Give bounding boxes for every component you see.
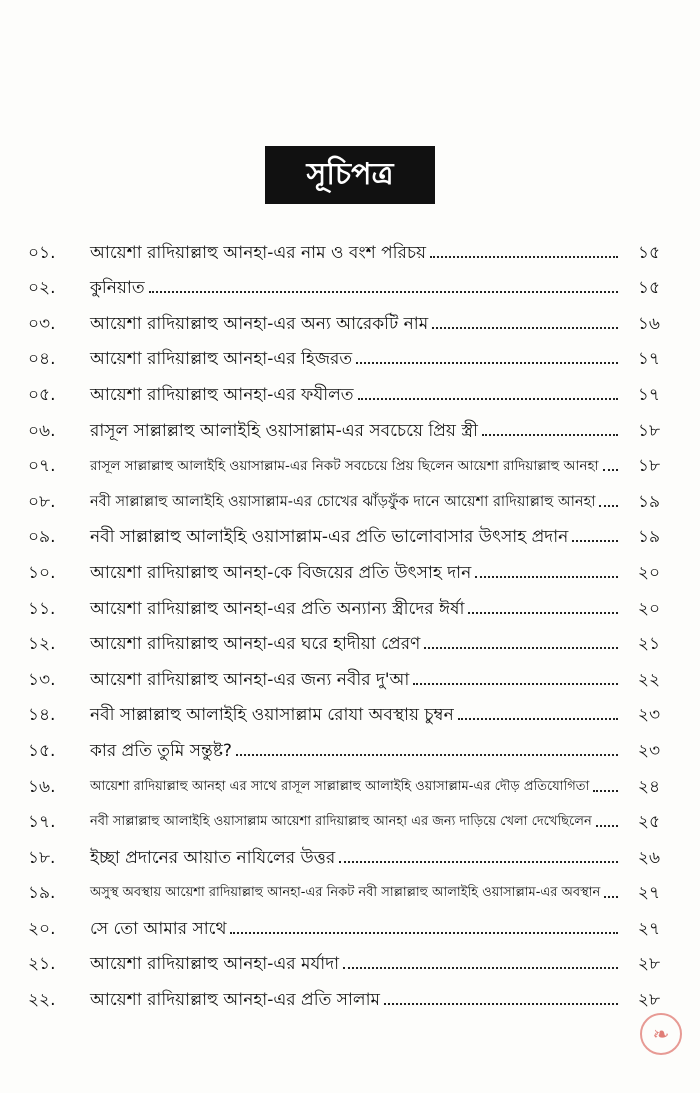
entry-number: ২২. [28, 990, 56, 1011]
toc-entry [28, 264, 660, 300]
entry-page-number: ১৫ [637, 242, 660, 263]
entry-title: কার প্রতি তুমি সন্তুষ্ট? [90, 740, 232, 761]
entry-page-number: ১৯ [637, 527, 660, 548]
entry-page-number: ২৮ [637, 990, 660, 1011]
entry-title: আয়েশা রাদিয়াল্লাহু আনহা-এর ফযীলত [90, 384, 354, 405]
toc-entry [28, 869, 660, 905]
entry-page-number: ২৪ [637, 776, 660, 797]
entry-number: ০৬. [28, 420, 56, 441]
entry-page-number: ১৭ [637, 384, 660, 405]
dot-leader [572, 540, 618, 542]
toc-entry [28, 762, 660, 798]
dot-leader [475, 576, 618, 578]
entry-page-number: ১৮ [637, 420, 660, 441]
entry-title: রাসূল সাল্লাল্লাহু আলাইহি ওয়াসাল্লাম-এর নিকট সবচেয়ে প্রিয় ছিলেন আয়েশা রাদিয়াল্লাহু আনহা [90, 458, 599, 475]
toc-entry [28, 975, 660, 1011]
entry-title: ইচ্ছা প্রদানের আয়াত নাযিলের উত্তর [90, 847, 336, 868]
entry-title: নবী সাল্লাল্লাহু আলাইহি ওয়াসাল্লাম-এর চোখের ঝাঁড়ফুঁক দানে আয়েশা রাদিয়াল্লাহু আনহা [90, 493, 596, 510]
entry-title: আয়েশা রাদিয়াল্লাহু আনহা-এর ঘরে হাদীয়া প্রেরণ [90, 634, 421, 655]
toc-entry [28, 335, 660, 371]
entry-page-number: ১৮ [637, 456, 660, 477]
entry-number: ২১. [28, 954, 56, 975]
entry-number: ০১. [28, 242, 56, 263]
entry-number: ১৮. [28, 847, 56, 868]
entry-number: ০৭. [28, 456, 56, 477]
entry-number: ১৭. [28, 812, 56, 833]
entry-number: ০২. [28, 278, 56, 299]
toc-entry [28, 442, 660, 478]
entry-page-number: ২৩ [637, 740, 660, 761]
dot-leader [424, 647, 618, 649]
entry-number: ১৪. [28, 705, 56, 726]
dot-leader [468, 612, 618, 614]
dot-leader [458, 718, 618, 720]
dot-leader [604, 896, 618, 898]
entry-title: আয়েশা রাদিয়াল্লাহু আনহা-এর প্রতি সালাম [90, 990, 380, 1011]
entry-page-number: ২০ [637, 598, 660, 619]
toc-entry [28, 620, 660, 656]
toc-entry [28, 833, 660, 869]
toc-entry [28, 691, 660, 727]
publisher-seal-icon: ❧ [640, 1013, 682, 1055]
entry-title: সে তো আমার সাথে [90, 918, 227, 939]
toc-entry [28, 726, 660, 762]
entry-number: ২০. [28, 918, 56, 939]
entry-number: ০৪. [28, 349, 56, 370]
dot-leader [596, 825, 618, 827]
dot-leader [236, 754, 618, 756]
entry-number: ১৯. [28, 883, 56, 904]
entry-page-number: ১৬ [637, 313, 660, 334]
entry-page-number: ২১ [637, 634, 660, 655]
entry-number: ০৮. [28, 491, 56, 512]
dot-leader [356, 362, 618, 364]
entry-title: আয়েশা রাদিয়াল্লাহু আনহা-এর নাম ও বংশ পরিচয় [90, 242, 427, 263]
entry-page-number: ২০ [637, 562, 660, 583]
entry-page-number: ১৫ [637, 278, 660, 299]
toc-title: সূচিপত্র [267, 148, 433, 202]
entry-page-number: ১৯ [637, 491, 660, 512]
entry-title: আয়েশা রাদিয়াল্লাহু আনহা-এর হিজরত [90, 349, 353, 370]
table-of-contents [28, 228, 660, 1011]
toc-entry [28, 477, 660, 513]
entry-title: রাসূল সাল্লাল্লাহু আলাইহি ওয়াসাল্লাম-এর সবচেয়ে প্রিয় স্ত্রী [90, 420, 478, 441]
entry-number: ১২. [28, 634, 56, 655]
toc-entry [28, 370, 660, 406]
entry-page-number: ২২ [637, 669, 660, 690]
entry-title: আয়েশা রাদিয়াল্লাহু আনহা-এর অন্য আরেকটি নাম [90, 313, 429, 334]
entry-number: ০৯. [28, 527, 56, 548]
entry-title: আয়েশা রাদিয়াল্লাহু আনহা-এর জন্য নবীর দু'আ [90, 669, 410, 690]
entry-number: ০৫. [28, 384, 56, 405]
toc-entry [28, 904, 660, 940]
entry-number: ১১. [28, 598, 56, 619]
dot-leader [230, 932, 618, 934]
dot-leader [603, 469, 619, 471]
entry-title: আয়েশা রাদিয়াল্লাহু আনহা এর সাথে রাসূল সাল্লাল্লাহু আলাইহি ওয়াসাল্লাম-এর দৌড় প্রতিযোগিতা [90, 778, 590, 794]
toc-entry [28, 513, 660, 549]
entry-title: আয়েশা রাদিয়াল্লাহু আনহা-এর প্রতি অন্যান্য স্ত্রীদের ঈর্ষা [90, 598, 465, 619]
entry-title: নবী সাল্লাল্লাহু আলাইহি ওয়াসাল্লাম রোযা অবস্থায় চুম্বন [90, 705, 454, 726]
entry-number: ০৩. [28, 313, 56, 334]
entry-title: অসুস্থ অবস্থায় আয়েশা রাদিয়াল্লাহু আনহা-এর নিকট নবী সাল্লাল্লাহু আলাইহি ওয়াসাল্লাম-এর অবস্থান [90, 885, 601, 901]
entry-page-number: ২৭ [637, 883, 660, 904]
entry-page-number: ২৩ [637, 705, 660, 726]
toc-entry [28, 299, 660, 335]
dot-leader [430, 256, 618, 258]
toc-entry [28, 584, 660, 620]
entry-page-number: ২৭ [637, 918, 660, 939]
entry-number: ১৫. [28, 740, 56, 761]
entry-title: আয়েশা রাদিয়াল্লাহু আনহা-এর মর্যাদা [90, 954, 340, 975]
entry-page-number: ২৫ [637, 812, 660, 833]
toc-entry [28, 798, 660, 834]
entry-title: নবী সাল্লাল্লাহু আলাইহি ওয়াসাল্লাম আয়েশা রাদিয়াল্লাহু আনহা এর জন্য দাড়িয়ে খেলা দেখেছিলেন [90, 814, 592, 830]
dot-leader [413, 683, 618, 685]
dot-leader [599, 505, 618, 507]
dot-leader [593, 790, 618, 792]
dot-leader [432, 327, 618, 329]
dot-leader [149, 291, 618, 293]
entry-title: নবী সাল্লাল্লাহু আলাইহি ওয়াসাল্লাম-এর প্রতি ভালোবাসার উৎসাহ প্রদান [90, 527, 569, 548]
dot-leader [343, 967, 618, 969]
entry-number: ১৬. [28, 776, 56, 797]
dot-leader [482, 434, 618, 436]
entry-number: ১০. [28, 562, 56, 583]
dot-leader [384, 1003, 618, 1005]
entry-title: কুনিয়াত [90, 278, 145, 299]
entry-title: আয়েশা রাদিয়াল্লাহু আনহা-কে বিজয়ের প্রতি উৎসাহ দান [90, 562, 472, 583]
entry-page-number: ২৬ [637, 847, 660, 868]
toc-entry [28, 655, 660, 691]
entry-number: ১৩. [28, 669, 56, 690]
toc-entry [28, 548, 660, 584]
toc-entry [28, 940, 660, 976]
dot-leader [339, 861, 618, 863]
entry-page-number: ২৮ [637, 954, 660, 975]
dot-leader [358, 398, 618, 400]
entry-page-number: ১৭ [637, 349, 660, 370]
toc-entry [28, 228, 660, 264]
toc-entry [28, 406, 660, 442]
